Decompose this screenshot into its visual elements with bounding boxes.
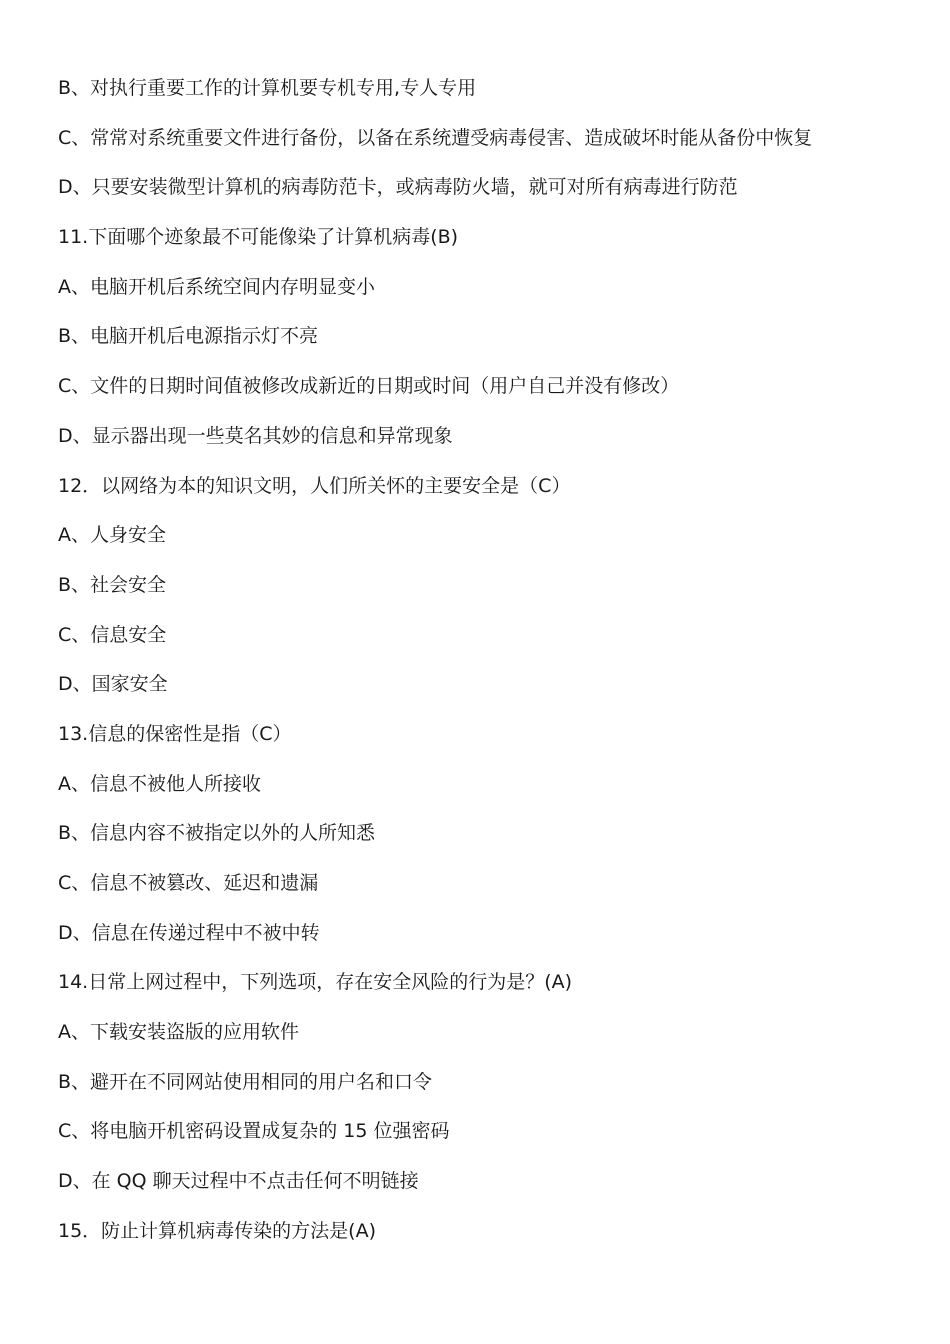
- q14-option-a: A、下载安装盗版的应用软件: [58, 1021, 299, 1044]
- question-15: 15．防止计算机病毒传染的方法是(A): [58, 1219, 377, 1242]
- q13-option-b: B、信息内容不被指定以外的人所知悉: [58, 822, 376, 845]
- q12-option-c: C、信息安全: [58, 623, 167, 646]
- question-14: 14.日常上网过程中，下列选项，存在安全风险的行为是？(A): [58, 971, 573, 994]
- option-d-virus-card: D、只要安装微型计算机的病毒防范卡，或病毒防火墙，就可对所有病毒进行防范: [58, 176, 738, 199]
- q13-option-d: D、信息在传递过程中不被中转: [58, 921, 320, 944]
- question-11: 11.下面哪个迹象最不可能像染了计算机病毒(B): [58, 226, 459, 249]
- q11-option-a: A、电脑开机后系统空间内存明显变小: [58, 275, 375, 298]
- q11-option-b: B、电脑开机后电源指示灯不亮: [58, 325, 319, 348]
- q13-option-c: C、信息不被篡改、延迟和遗漏: [58, 872, 319, 894]
- q12-option-a: A、人身安全: [58, 524, 166, 547]
- q11-option-d: D、显示器出现一些莫名其妙的信息和异常现象: [58, 424, 453, 447]
- question-13: 13.信息的保密性是指（C）: [58, 722, 292, 745]
- q14-option-d: D、在 QQ 聊天过程中不点击任何不明链接: [58, 1170, 419, 1193]
- q11-option-c: C、文件的日期时间值被修改成新近的日期或时间（用户自己并没有修改）: [58, 375, 680, 398]
- q12-option-b: B、社会安全: [58, 573, 167, 596]
- question-12: 12．以网络为本的知识文明，人们所关怀的主要安全是（C）: [58, 474, 571, 497]
- q14-option-b: B、避开在不同网站使用相同的用户名和口令: [58, 1070, 433, 1093]
- q13-option-a: A、信息不被他人所接收: [58, 772, 261, 795]
- q14-option-c: C、将电脑开机密码设置成复杂的 15 位强密码: [58, 1120, 450, 1143]
- question-list: [58, 74, 918, 1267]
- q12-option-d: D、国家安全: [58, 673, 168, 696]
- option-b-dedicated-computer: B、对执行重要工作的计算机要专机专用,专人专用: [58, 77, 477, 99]
- option-c-backup-files: C、常常对系统重要文件进行备份，以备在系统遭受病毒侵害、造成破坏时能从备份中恢复: [58, 126, 813, 149]
